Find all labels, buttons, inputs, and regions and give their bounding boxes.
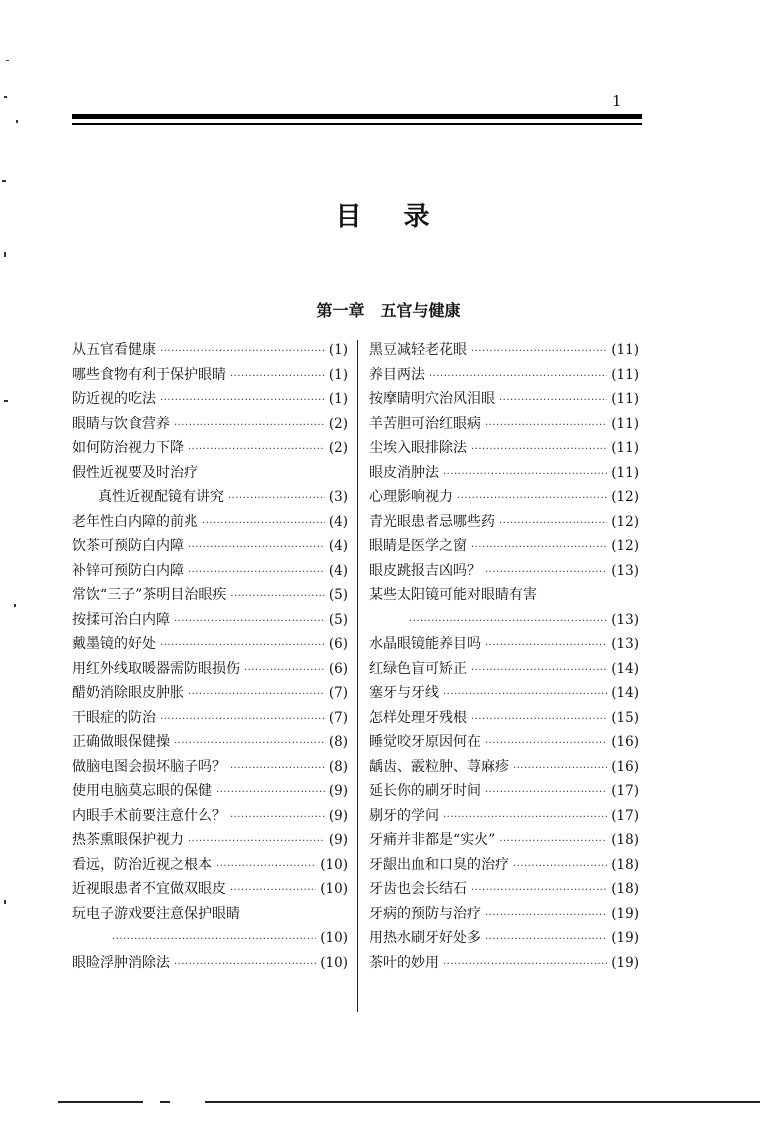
toc-entry[interactable] [72,461,348,486]
toc-entry[interactable] [72,608,348,633]
toc-entry-title: 正确做眼保健操 [72,734,170,750]
toc-entry-title: 水晶眼镜能养目吗 [369,636,481,652]
toc-leader-dots [471,438,607,463]
toc-entry-title: 怎样处理牙残根 [369,709,467,726]
toc-entry-page: (19) [611,930,639,946]
toc-entry-title: 睡觉咬牙原因何在 [369,734,481,750]
toc-entry[interactable] [72,657,348,682]
toc-entry-title: 延长你的刷牙时间 [369,783,481,799]
toc-entry[interactable] [369,657,639,682]
toc-entry-title: 近视眼患者不宜做双眼皮 [72,881,226,897]
toc-entry-title: 龋齿、霰粒肿、荨麻疹 [369,758,509,775]
toc-leader-dots [174,732,325,757]
toc-entry-page: (7) [328,685,348,701]
toc-entry-page: (4) [328,562,348,579]
toc-entry-title: 羊苦胆可治红眼病 [369,415,481,432]
toc-entry[interactable] [369,632,639,657]
toc-entry-page: (14) [611,660,639,677]
toc-leader-dots [443,806,607,831]
toc-leader-dots [485,634,607,659]
toc-entry-title: 看远，防治近视之根本 [72,856,212,873]
toc-entry[interactable] [72,436,348,461]
toc-entry[interactable] [72,338,348,363]
margin-mark [4,252,6,257]
toc-entry[interactable] [72,804,348,829]
toc-entry-title: 饮茶可预防白内障 [72,538,184,554]
margin-mark [4,400,8,402]
toc-leader-dots [409,610,607,635]
toc-leader-dots [485,561,607,586]
toc-leader-dots [443,463,607,488]
toc-entry-page: (9) [328,783,348,799]
toc-leader-dots [485,414,607,439]
toc-entry-page: (1) [328,366,348,383]
toc-leader-dots [513,757,607,782]
toc-entry-page: (11) [611,342,639,358]
toc-entry[interactable] [369,559,639,584]
toc-leader-dots [230,806,325,831]
toc-entry-page: (9) [328,832,348,848]
toc-entry-title: 某些太阳镜可能对眼睛有害 [369,587,537,603]
toc-entry-title: 戴墨镜的好处 [72,636,156,652]
toc-entry-page: (16) [611,734,639,750]
margin-mark [4,96,7,98]
toc-entry[interactable] [72,681,348,706]
toc-leader-dots [174,414,325,439]
toc-leader-dots [188,536,325,561]
toc-entry-title: 玩电子游戏要注意保护眼睛 [72,905,240,922]
toc-entry[interactable] [369,510,639,535]
toc-leader-dots [230,757,325,782]
toc-entry-page: (1) [328,342,348,358]
toc-entry-page: (13) [611,562,639,579]
toc-entry-title: 眼皮消肿法 [369,464,439,481]
toc-entry[interactable] [72,877,348,902]
toc-entry-page: (3) [328,489,348,505]
toc-entry-title: 红绿色盲可矫正 [369,660,467,677]
toc-leader-dots [485,928,607,953]
toc-entry[interactable] [369,926,639,951]
toc-entry[interactable] [369,951,639,976]
toc-entry-title: 内眼手术前要注意什么？ [72,807,226,824]
toc-entry-page: (11) [611,440,639,456]
toc-entry[interactable] [369,828,639,853]
toc-leader-dots [443,683,607,708]
toc-leader-dots [485,904,607,929]
toc-leader-dots [230,585,325,610]
toc-entry-title: 养目两法 [369,366,425,383]
toc-entry-page: (4) [328,538,348,554]
toc-entry[interactable] [369,730,639,755]
margin-mark [4,900,6,904]
toc-leader-dots [485,732,607,757]
toc-entry[interactable] [369,853,639,878]
toc-entry-title: 按揉可治白内障 [72,611,170,628]
toc-entry-page: (11) [611,366,639,383]
toc-entry-page: (7) [328,709,348,726]
toc-leader-dots [160,340,325,365]
toc-entry-page: (18) [611,832,639,848]
margin-mark [16,120,18,123]
toc-entry-page: (10) [320,930,348,946]
chapter-title [0,298,777,321]
toc-entry-title: 眼皮跳报吉凶吗？ [369,562,481,579]
toc-entry-page: (19) [611,905,639,922]
toc-entry-title: 牙龈出血和口臭的治疗 [369,856,509,873]
toc-leader-dots [429,365,607,390]
toc-entry-page: (18) [611,856,639,873]
toc-entry[interactable] [72,412,348,437]
toc-entry-page: (6) [328,660,348,677]
toc-leader-dots [471,879,607,904]
page-number: 1 [612,92,622,110]
toc-entry-title: 用红外线取暖器需防眼损伤 [72,660,240,677]
toc-entry-title: 老年性白内障的前兆 [72,513,198,530]
toc-entry-page: (11) [611,415,639,432]
toc-entry-page: (17) [611,783,639,799]
toc-entry-page: (8) [328,758,348,775]
toc-entry[interactable] [72,755,348,780]
toc-entry-title: 心理影响视力 [369,489,453,505]
toc-entry-page: (17) [611,807,639,824]
toc-entry[interactable] [72,951,348,976]
bottom-rule [205,1101,760,1103]
toc-entry-title: 牙齿也会长结石 [369,881,467,897]
toc-leader-dots [513,855,607,880]
chapter-number: 第一章 [316,301,365,320]
toc-entry[interactable] [72,902,348,927]
toc-leader-dots [443,953,607,978]
toc-leader-dots [228,487,325,512]
toc-leader-dots [471,340,607,365]
toc-entry-title: 从五官看健康 [72,342,156,358]
margin-mark [2,180,6,182]
toc-leader-dots [471,536,607,561]
toc-entry[interactable] [369,534,639,559]
toc-leader-dots [471,659,607,684]
toc-entry[interactable] [72,926,348,951]
toc-entry-page: (5) [328,587,348,603]
toc-entry-title: 常饮“三子”茶明目治眼疾 [72,587,227,603]
toc-title: 目录 [335,202,472,232]
toc-entry[interactable] [369,583,639,608]
toc-right-column [369,338,639,975]
toc-entry-page: (6) [328,636,348,652]
toc-entry[interactable] [369,338,639,363]
toc-entry-title: 茶叶的妙用 [369,954,439,971]
toc-entry[interactable] [72,828,348,853]
toc-leader-dots [188,830,325,855]
toc-left-column [72,338,348,975]
toc-entry-title: 用热水刷牙好处多 [369,930,481,946]
toc-entry-title: 补锌可预防白内障 [72,562,184,579]
toc-entry[interactable] [369,902,639,927]
toc-leader-dots [174,610,325,635]
toc-entry-page: (10) [320,856,348,873]
toc-entry-page: (2) [328,440,348,456]
toc-entry-page: (18) [611,881,639,897]
bottom-rule [160,1101,170,1103]
toc-entry[interactable] [72,510,348,535]
toc-leader-dots [485,781,607,806]
toc-entry[interactable] [369,706,639,731]
toc-entry[interactable] [369,755,639,780]
header-rule-thin [72,123,642,125]
toc-entry-title: 干眼症的防治 [72,709,156,726]
toc-entry[interactable] [72,632,348,657]
toc-entry[interactable] [369,877,639,902]
toc-entry[interactable] [369,387,639,412]
toc-entry-title: 尘埃入眼排除法 [369,440,467,456]
toc-entry-page: (5) [328,611,348,628]
toc-entry[interactable] [72,706,348,731]
toc-entry-title: 真性近视配镜有讲究 [98,489,224,505]
toc-entry[interactable] [72,730,348,755]
toc-entry[interactable] [72,559,348,584]
toc-entry-title: 眼睑浮肿消除法 [72,954,170,971]
toc-entry[interactable] [72,853,348,878]
toc-entry[interactable] [369,412,639,437]
toc-entry-page: (2) [328,415,348,432]
toc-entry[interactable] [72,534,348,559]
toc-entry-title: 如何防治视力下降 [72,440,184,456]
toc-leader-dots [160,634,325,659]
toc-entry-title: 醋奶消除眼皮肿胀 [72,685,184,701]
toc-entry[interactable] [72,387,348,412]
toc-entry-title: 剔牙的学问 [369,807,439,824]
chapter-name: 五官与健康 [380,301,461,320]
toc-entry-title: 使用电脑莫忘眼的保健 [72,783,212,799]
toc-leader-dots [471,708,607,733]
toc-entry-page: (11) [611,391,639,407]
toc-leader-dots [230,879,316,904]
toc-leader-dots [499,512,607,537]
margin-mark [14,604,16,607]
toc-entry-page: (13) [611,611,639,628]
toc-entry-page: (1) [328,391,348,407]
toc-entry-title: 黑豆减轻老花眼 [369,342,467,358]
toc-leader-dots [112,928,316,953]
toc-entry-title: 牙病的预防与治疗 [369,905,481,922]
toc-entry[interactable] [369,363,639,388]
toc-entry-title: 做脑电图会损坏脑子吗？ [72,758,226,775]
toc-entry[interactable] [72,779,348,804]
toc-leader-dots [230,365,325,390]
toc-entry-title: 按摩睛明穴治风泪眼 [369,391,495,407]
column-divider [357,340,358,1012]
toc-entry[interactable] [369,485,639,510]
toc-entry-page: (10) [320,881,348,897]
toc-leader-dots [202,512,325,537]
toc-leader-dots [174,953,316,978]
toc-entry-page: (11) [611,464,639,481]
toc-entry[interactable] [72,363,348,388]
toc-entry-page: (14) [611,685,639,701]
toc-leader-dots [188,561,325,586]
toc-entry-page: (12) [611,513,639,530]
toc-leader-dots [188,683,325,708]
toc-entry[interactable] [369,608,639,633]
toc-entry[interactable] [369,804,639,829]
toc-entry-title: 眼睛是医学之窗 [369,538,467,554]
toc-entry-title: 青光眼患者忌哪些药 [369,513,495,530]
toc-entry-page: (13) [611,636,639,652]
margin-mark [6,60,9,61]
toc-entry[interactable] [369,681,639,706]
toc-leader-dots [160,708,325,733]
toc-leader-dots [244,659,325,684]
toc-entry[interactable] [369,461,639,486]
toc-leader-dots [160,389,325,414]
toc-entry-page: (15) [611,709,639,726]
toc-entry-page: (9) [328,807,348,824]
toc-entry-title: 哪些食物有利于保护眼睛 [72,366,226,383]
toc-entry-title: 眼睛与饮食营养 [72,415,170,432]
toc-entry-page: (16) [611,758,639,775]
toc-entry[interactable] [72,583,348,608]
toc-leader-dots [216,855,316,880]
toc-entry-page: (19) [611,954,639,971]
toc-leader-dots [457,487,607,512]
toc-entry-title: 防近视的吃法 [72,391,156,407]
toc-entry-page: (4) [328,513,348,530]
toc-leader-dots [499,389,607,414]
header-rule-thick [72,114,642,119]
toc-leader-dots [499,830,607,855]
toc-entry-page: (12) [611,489,639,505]
toc-entry-page: (10) [320,954,348,971]
toc-entry-title: 牙痛并非都是“实火” [369,832,496,848]
toc-entry-title: 假性近视要及时治疗 [72,464,198,481]
toc-leader-dots [216,781,325,806]
toc-entry-title: 塞牙与牙线 [369,685,439,701]
bottom-rule [58,1101,143,1103]
toc-entry[interactable] [369,436,639,461]
toc-entry[interactable] [369,779,639,804]
toc-leader-dots [188,438,325,463]
toc-entry-page: (12) [611,538,639,554]
toc-entry-page: (8) [328,734,348,750]
toc-entry[interactable] [72,485,348,510]
toc-entry-title: 热茶熏眼保护视力 [72,832,184,848]
